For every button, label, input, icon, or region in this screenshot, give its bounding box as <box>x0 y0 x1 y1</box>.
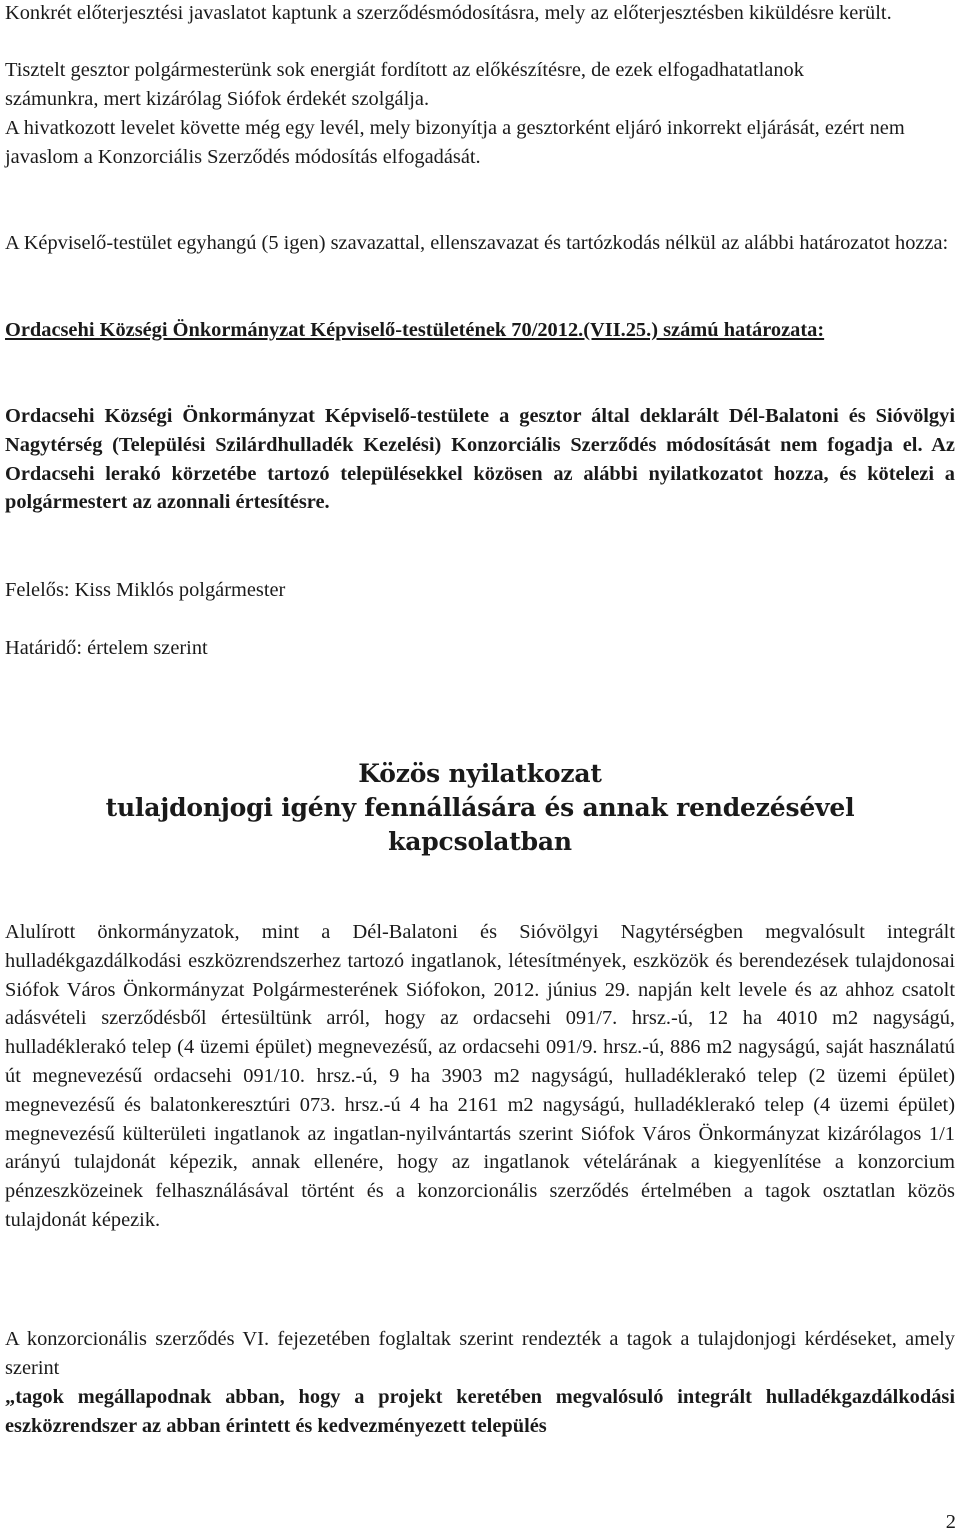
declaration-quote: „tagok megállapodnak abban, hogy a projekt keretében megvalósuló integrált hulladékgazdálkodási eszközrendszer az abban érintett és kedvezményezett település <box>5 1386 955 1437</box>
resolution-responsible: Felelős: Kiss Miklós polgármester <box>5 579 286 601</box>
paragraph-proposal: Konkrét előterjesztési javaslatot kaptunk a szerződésmódosításra, mely az előterjesztésben kiküldésre került. <box>5 2 892 24</box>
declaration-body: Alulírott önkormányzatok, mint a Dél-Balatoni és Sióvölgyi Nagytérségben megvalósult integrált hulladékgazdálkodási eszközrendszerhez tartozó ingatlanok, létesítmények, eszközök és berendezések tulajdonosai Siófok Város Önkormányzat Polgármesterének Siófokon, 2012. június 29. napján kelt levele és az ahhoz csatolt adásvételi szerződésből értesültünk arról, hogy az ordacsehi 091/7. hrsz.-ú, 12 ha 4010 m2 nagyságú, hulladéklerakó telep (4 üzemi épület) megnevezésű, az ordacsehi 091/9. hrsz.-ú, 886 m2 nagyságú, saját használatú út megnevezésű ordacsehi 091/10. hrsz.-ú, 9 ha 3903 m2 nagyságú, hulladéklerakó telep (2 üzemi épület) megnevezésű és balatonkeresztúri 073. hrsz.-ú 4 ha 2161 m2 nagyságú, hulladéklerakó telep (4 üzemi épület) megnevezésű külterületi ingatlanok az ingatlan-nyilvántartás szerint Siófok Város Önkormányzat kizárólagos 1/1 arányú tulajdonát képezik, annak ellenére, hogy az ingatlanok vételárának a kiegyenlítése a konzorcium pénzeszközeinek felhasználásával történt és a konzorcionális szerződés értelmében a tagok osztatlan közös tulajdonát képezik. <box>5 921 955 1231</box>
paragraph-letter: A hivatkozott levelet követte még egy levél, mely bizonyítja a gesztorként eljáró inkorrekt eljárását, ezért nem javaslom a Konzorciális Szerződés módosítás elfogadását. <box>5 117 905 168</box>
page-number: 2 <box>945 1511 956 1533</box>
resolution-text: Ordacsehi Községi Önkormányzat Képviselő-testülete a gesztor által deklarált Dél-Balatoni és Sióvölgyi Nagytérség (Települési Szilárdhulladék Kezelési) Konzorciális Szerződés módosítását nem fogadja el. Az Ordacsehi lerakó körzetébe tartozó településekkel közösen az alábbi nyilatkozatot hozza, és kötelezi a polgármestert az azonnali értesítésre. <box>5 405 955 514</box>
declaration-title-line-1: Közös nyilatkozat <box>358 759 602 788</box>
declaration-title-line-2: tulajdonjogi igény fennállására és annak rendezésével <box>105 793 855 822</box>
paragraph-vote: A Képviselő-testület egyhangú (5 igen) szavazattal, ellenszavazat és tartózkodás nélkül az alábbi határozatot hozza: <box>5 232 949 254</box>
resolution-deadline: Határidő: értelem szerint <box>5 637 208 659</box>
resolution-heading: Ordacsehi Községi Önkormányzat Képviselő-testületének 70/2012.(VII.25.) számú határozata: <box>5 319 825 341</box>
declaration-title-line-3: kapcsolatban <box>388 827 572 856</box>
declaration-chapter: A konzorcionális szerződés VI. fejezetében foglaltak szerint rendezték a tagok a tulajdonjogi kérdéseket, amely szerint <box>5 1328 955 1379</box>
paragraph-gesztor: Tisztelt gesztor polgármesterünk sok energiát fordított az előkészítésre, de ezek elfogadhatatlanok számunkra, mert kizárólag Siófok érdekét szolgálja. <box>5 59 804 110</box>
declaration-title <box>5 757 955 859</box>
